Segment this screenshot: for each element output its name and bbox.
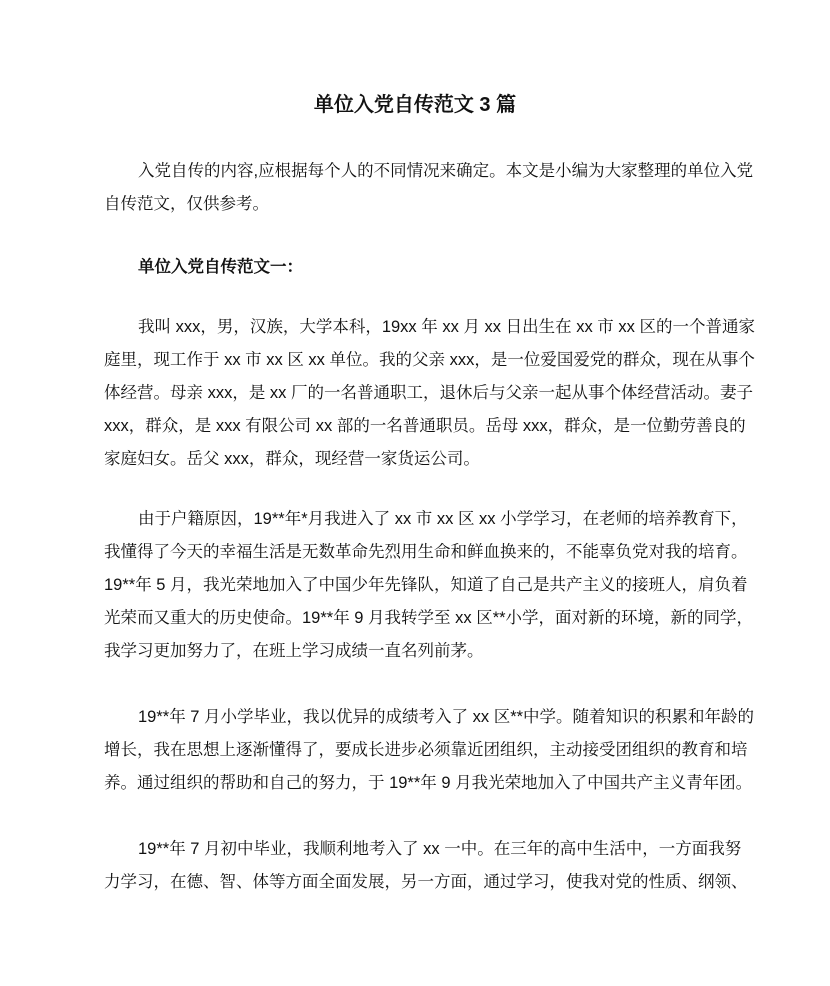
text-line: 19**年 7 月小学毕业，我以优异的成绩考入了 xx 区**中学。随着知识的积累和年龄的 [138, 708, 755, 726]
section-heading [104, 251, 726, 284]
text-line: 家庭妇女。岳父 xxx，群众，现经营一家货运公司。 [104, 450, 480, 468]
text-line: 我学习更加努力了，在班上学习成绩一直名列前茅。 [104, 642, 484, 660]
document-title: 单位入党自传范文 3 篇 [313, 94, 517, 116]
text-line: 由于户籍原因，19**年*月我进入了 xx 市 xx 区 xx 小学学习，在老师的培养教育下， [138, 510, 748, 528]
text-line: 体经营。母亲 xxx，是 xx 厂的一名普通职工，退休后与父亲一起从事个体经营活动。妻子 [104, 384, 754, 402]
text-line: 我叫 xxx，男，汉族，大学本科，19xx 年 xx 月 xx 日出生在 xx 市 xx 区的一个普通家 [138, 318, 755, 336]
text-line: 我懂得了今天的幸福生活是无数革命先烈用生命和鲜血换来的，不能辜负党对我的培育。 [104, 543, 748, 561]
paragraph-1 [104, 311, 755, 476]
text-line: 养。通过组织的帮助和自己的努力，于 19**年 9 月我光荣地加入了中国共产主义青年团。 [104, 774, 753, 792]
text-line: 庭里，现工作于 xx 市 xx 区 xx 单位。我的父亲 xxx，是一位爱国爱党的群众，现在从事个 [104, 351, 755, 369]
text-line: 光荣而又重大的历史使命。19**年 9 月我转学至 xx 区**小学，面对新的环境，新的同学， [104, 609, 754, 627]
text-line: 增长，我在思想上逐渐懂得了，要成长进步必须靠近团组织，主动接受团组织的教育和培 [104, 741, 748, 759]
text-line: xxx，群众，是 xxx 有限公司 xx 部的一名普通职员。岳母 xxx，群众，是一位勤劳善良的 [104, 417, 746, 435]
heading-text: 单位入党自传范文一： [138, 258, 303, 276]
text-line: 19**年 5 月，我光荣地加入了中国少年先锋队，知道了自己是共产主义的接班人，肩负着 [104, 576, 748, 594]
text-line: 力学习，在德、智、体等方面全面发展，另一方面，通过学习，使我对党的性质、纲领、 [104, 873, 748, 891]
paragraph-2 [104, 503, 754, 668]
paragraph-4 [104, 833, 748, 899]
paragraph-3 [104, 701, 755, 800]
intro-paragraph [104, 155, 754, 221]
text-line: 19**年 7 月初中毕业，我顺利地考入了 xx 一中。在三年的高中生活中，一方面我努 [138, 840, 742, 858]
text-line: 自传范文，仅供参考。 [104, 195, 269, 213]
text-line: 入党自传的内容,应根据每个人的不同情况来确定。本文是小编为大家整理的单位入党 [138, 162, 754, 180]
